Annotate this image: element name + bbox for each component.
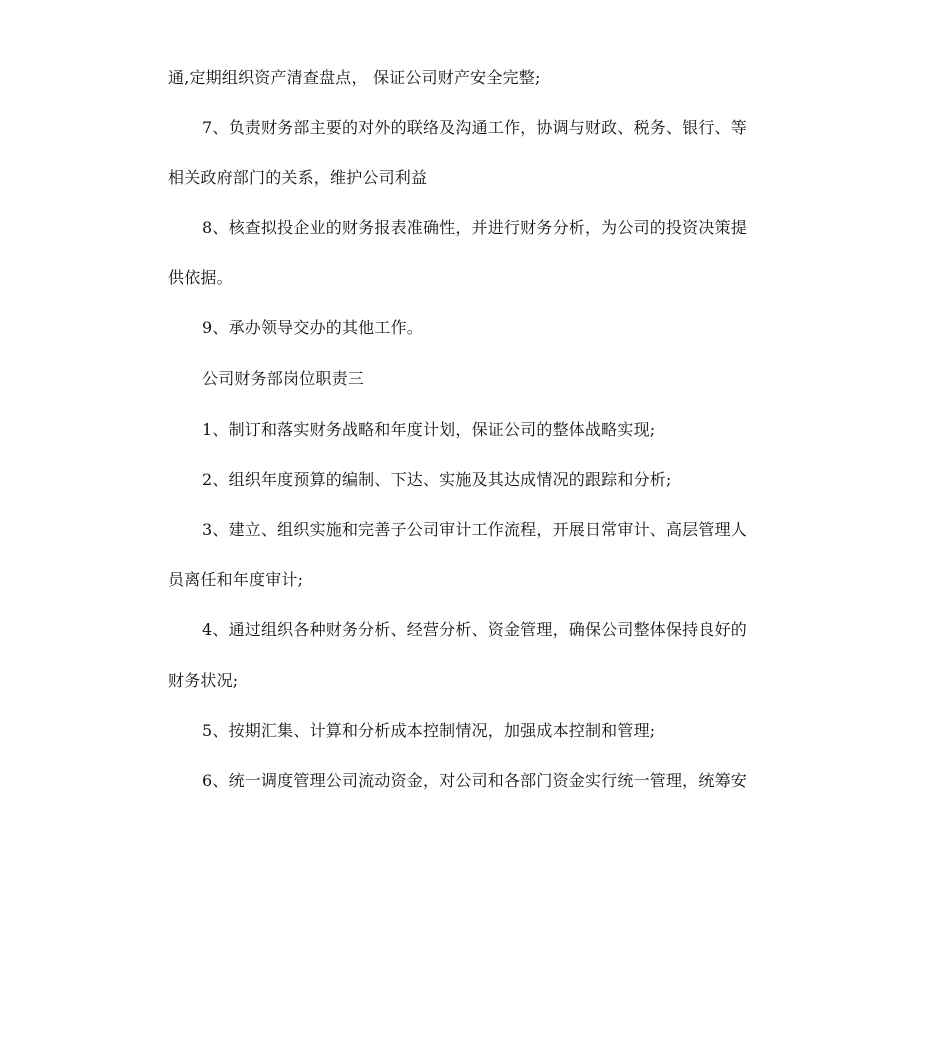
text-line-item-8: 8、核查拟投企业的财务报表准确性，并进行财务分析，为公司的投资决策提 bbox=[202, 218, 747, 237]
text-line-item-6: 6、统一调度管理公司流动资金，对公司和各部门资金实行统一管理，统筹安 bbox=[202, 771, 747, 790]
text-line-item-8-cont: 供依据。 bbox=[168, 268, 233, 287]
text-line-item-4: 4、通过组织各种财务分析、经营分析、资金管理，确保公司整体保持良好的 bbox=[202, 620, 747, 639]
text-line-item-3: 3、建立、组织实施和完善子公司审计工作流程，开展日常审计、高层管理人 bbox=[202, 520, 747, 539]
text-line-item-5: 5、按期汇集、计算和分析成本控制情况，加强成本控制和管理; bbox=[202, 721, 656, 740]
text-line-item-4-cont: 财务状况; bbox=[168, 671, 239, 690]
text-line-item-2: 2、组织年度预算的编制、下达、实施及其达成情况的跟踪和分析; bbox=[202, 470, 672, 489]
text-line-item-7-cont: 相关政府部门的关系，维护公司利益 bbox=[168, 168, 428, 187]
text-line-continuation: 通,定期组织资产清查盘点， 保证公司财产安全完整; bbox=[168, 68, 541, 87]
text-line-item-3-cont: 员离任和年度审计; bbox=[168, 570, 304, 589]
text-line-item-7: 7、负责财务部主要的对外的联络及沟通工作，协调与财政、税务、银行、等 bbox=[202, 118, 747, 137]
text-line-item-9: 9、承办领导交办的其他工作。 bbox=[202, 318, 423, 337]
text-line-item-1: 1、制订和落实财务战略和年度计划，保证公司的整体战略实现; bbox=[202, 420, 656, 439]
section-heading: 公司财务部岗位职责三 bbox=[202, 369, 365, 388]
